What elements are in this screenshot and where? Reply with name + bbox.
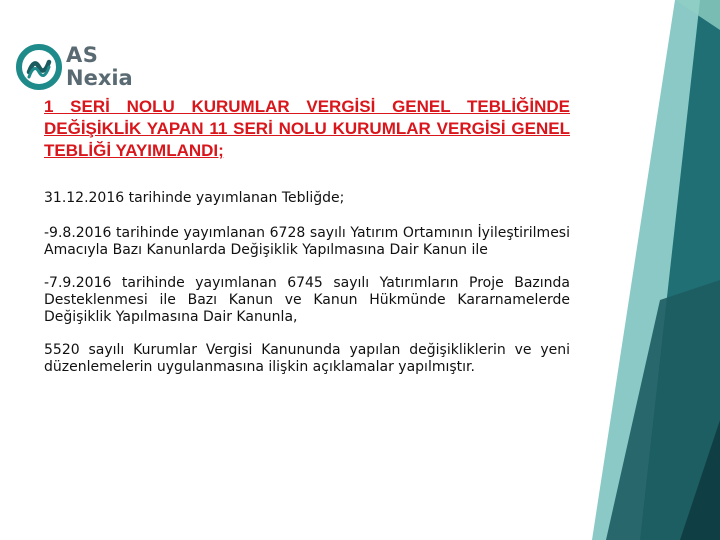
logo-wordmark [66,45,133,89]
slide-title: 1 SERİ NOLU KURUMLAR VERGİSİ GENEL TEBLİĞİNDE DEĞİŞİKLİK YAPAN 11 SERİ NOLU KURUMLAR VERGİSİ GENEL TEBLİĞİ YAYIMLANDI; [44,97,570,160]
logo-text-as: AS [66,43,99,67]
logo-text-nexia: Nexia [66,66,133,90]
body-paragraph-law-6728: -9.8.2016 tarihinde yayımlanan 6728 sayılı Yatırım Ortamının İyileştirilmesi Amacıyla Bazı Kanunlarda Değişiklik Yapılmasına Dair Kanun ile [44,225,570,258]
slide-body [44,190,570,392]
body-paragraph-intro: 31.12.2016 tarihinde yayımlanan Tebliğde; [44,190,345,206]
company-logo [16,44,133,90]
nexia-logo-icon [16,44,62,90]
body-paragraph-law-6745: -7.9.2016 tarihinde yayımlanan 6745 sayılı Yatırımların Proje Bazında Desteklenmesi ile Bazı Kanun ve Kanun Hükmünde Kararnamelerde Değişiklik Yapılmasına Dair Kanunla, [44,275,570,325]
body-paragraph-conclusion: 5520 sayılı Kurumlar Vergisi Kanununda yapılan değişikliklerin ve yeni düzenlemelerin uygulanmasına ilişkin açıklamalar yapılmıştır. [44,342,570,375]
